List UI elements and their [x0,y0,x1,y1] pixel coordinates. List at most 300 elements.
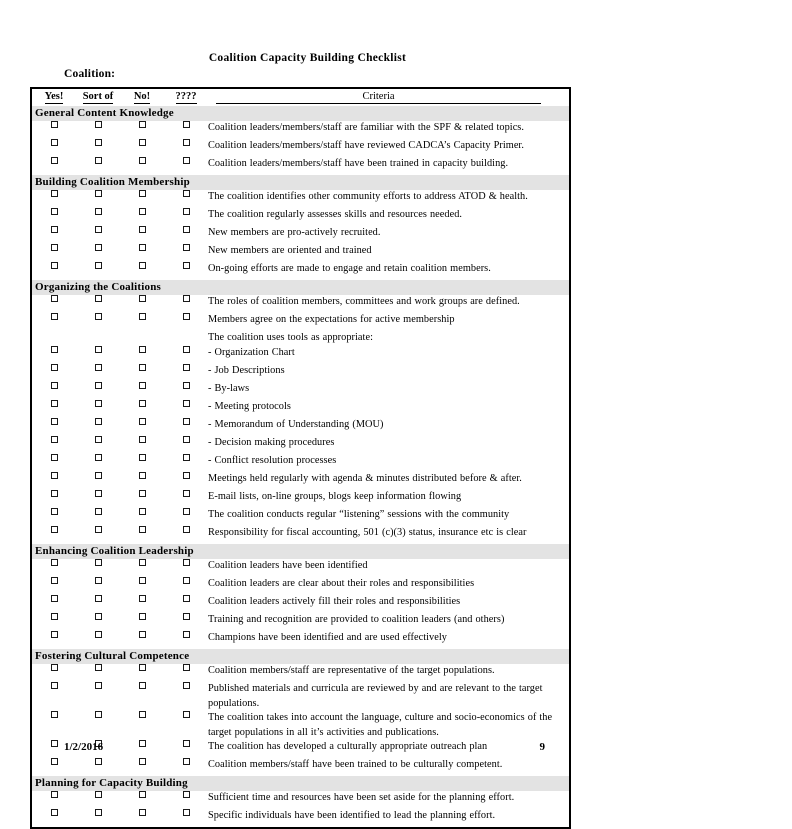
footer-page-number: 9 [539,741,545,753]
criteria-text: The coalition uses tools as appropriate: [208,332,373,343]
criteria-text: - Meeting protocols [208,401,291,412]
checkbox-cell-no[interactable] [120,809,164,827]
checkbox-cell-qq[interactable] [164,682,208,711]
checkbox-cell-sort[interactable] [76,758,120,776]
checkbox-yes[interactable] [51,244,58,251]
checkbox-sort[interactable] [95,559,102,566]
checkbox-yes[interactable] [51,139,58,146]
checkbox-cell-yes[interactable] [32,346,76,364]
checkbox-qq[interactable] [183,190,190,197]
checkbox-cell-no[interactable] [120,244,164,262]
checkbox-sort[interactable] [95,121,102,128]
checkbox-cell-sort[interactable] [76,472,120,490]
checkbox-cell-no[interactable] [120,190,164,208]
checkbox-cell-qq[interactable] [164,711,208,740]
column-header-qq: ???? [175,91,197,102]
checkbox-cell-no [120,331,164,346]
criteria-text: Coalition members/staff are representative of the target populations. [208,665,495,676]
checkbox-qq[interactable] [183,791,190,798]
checkbox-sort[interactable] [95,382,102,389]
checkbox-cell-qq[interactable] [164,758,208,776]
criteria-text: Meetings held regularly with agenda & minutes distributed before & after. [208,473,522,484]
checkbox-no[interactable] [139,791,146,798]
checklist-row [32,313,569,331]
checkbox-qq[interactable] [183,313,190,320]
checkbox-sort[interactable] [95,436,102,443]
checkbox-qq[interactable] [183,157,190,164]
checkbox-cell-qq[interactable] [164,364,208,382]
checkbox-cell-sort[interactable] [76,508,120,526]
checkbox-no[interactable] [139,490,146,497]
checkbox-yes[interactable] [51,809,58,816]
checkbox-cell-no[interactable] [120,454,164,472]
checkbox-qq[interactable] [183,508,190,515]
checkbox-cell-sort[interactable] [76,631,120,649]
criteria-text: Training and recognition are provided to coalition leaders (and others) [208,614,505,625]
checkbox-no[interactable] [139,418,146,425]
checkbox-qq[interactable] [183,454,190,461]
criteria-text: - Job Descriptions [208,365,285,376]
checkbox-cell-sort[interactable] [76,809,120,827]
checkbox-cell-yes[interactable] [32,508,76,526]
checkbox-yes[interactable] [51,508,58,515]
checkbox-cell-yes[interactable] [32,157,76,175]
checkbox-qq[interactable] [183,758,190,765]
checkbox-cell-qq[interactable] [164,400,208,418]
checkbox-yes[interactable] [51,208,58,215]
checkbox-cell-yes[interactable] [32,613,76,631]
checkbox-yes[interactable] [51,791,58,798]
checkbox-cell-qq[interactable] [164,595,208,613]
checkbox-cell-no[interactable] [120,595,164,613]
checkbox-no[interactable] [139,313,146,320]
checkbox-cell-yes[interactable] [32,226,76,244]
checkbox-cell-no[interactable] [120,682,164,711]
checkbox-yes[interactable] [51,295,58,302]
checkbox-no[interactable] [139,577,146,584]
checkbox-no[interactable] [139,454,146,461]
criteria-text: Responsibility for fiscal accounting, 501 (c)(3) status, insurance etc is clear [208,527,527,538]
checkbox-no[interactable] [139,682,146,689]
checkbox-sort[interactable] [95,508,102,515]
checkbox-no[interactable] [139,382,146,389]
checkbox-cell-qq[interactable] [164,577,208,595]
checkbox-cell-yes[interactable] [32,526,76,544]
checkbox-sort[interactable] [95,595,102,602]
checkbox-yes[interactable] [51,595,58,602]
checkbox-cell-sort[interactable] [76,262,120,280]
checkbox-cell-sort[interactable] [76,313,120,331]
checkbox-sort[interactable] [95,664,102,671]
checkbox-cell-no[interactable] [120,472,164,490]
checkbox-cell-no[interactable] [120,664,164,682]
checkbox-yes[interactable] [51,313,58,320]
checklist-row [32,139,569,157]
checkbox-sort[interactable] [95,226,102,233]
checkbox-sort[interactable] [95,526,102,533]
checkbox-sort[interactable] [95,418,102,425]
checkbox-yes[interactable] [51,454,58,461]
checkbox-cell-yes[interactable] [32,244,76,262]
checkbox-qq[interactable] [183,226,190,233]
checkbox-qq[interactable] [183,711,190,718]
checkbox-cell-no[interactable] [120,157,164,175]
checkbox-qq[interactable] [183,490,190,497]
checkbox-yes[interactable] [51,664,58,671]
checkbox-cell-sort[interactable] [76,157,120,175]
checklist-row [32,664,569,682]
checkbox-no[interactable] [139,262,146,269]
checkbox-qq[interactable] [183,613,190,620]
checkbox-sort[interactable] [95,472,102,479]
checkbox-no[interactable] [139,190,146,197]
checkbox-cell-qq[interactable] [164,226,208,244]
checkbox-no[interactable] [139,295,146,302]
checkbox-cell-sort[interactable] [76,418,120,436]
checkbox-sort[interactable] [95,454,102,461]
checklist-row [32,400,569,418]
section-header-row [32,106,569,121]
checkbox-no[interactable] [139,613,146,620]
checkbox-cell-sort[interactable] [76,490,120,508]
checkbox-yes[interactable] [51,346,58,353]
checkbox-cell-qq[interactable] [164,295,208,313]
checkbox-cell-yes[interactable] [32,809,76,827]
checkbox-yes[interactable] [51,526,58,533]
checkbox-qq[interactable] [183,472,190,479]
checkbox-qq[interactable] [183,208,190,215]
checklist-row [32,454,569,472]
checkbox-cell-no[interactable] [120,791,164,809]
checkbox-cell-qq[interactable] [164,157,208,175]
checkbox-cell-no[interactable] [120,559,164,577]
checkbox-cell-sort[interactable] [76,595,120,613]
checkbox-yes[interactable] [51,758,58,765]
checkbox-sort[interactable] [95,313,102,320]
checkbox-sort[interactable] [95,758,102,765]
checkbox-cell-qq[interactable] [164,631,208,649]
section-heading: Fostering Cultural Competence [32,649,569,664]
checkbox-qq[interactable] [183,631,190,638]
checkbox-cell-yes[interactable] [32,472,76,490]
checkbox-no[interactable] [139,244,146,251]
checkbox-yes[interactable] [51,472,58,479]
checkbox-qq[interactable] [183,682,190,689]
checkbox-cell-no[interactable] [120,139,164,157]
checklist-row [32,631,569,649]
checkbox-cell-qq[interactable] [164,346,208,364]
checkbox-cell-sort[interactable] [76,682,120,711]
checkbox-sort[interactable] [95,295,102,302]
checkbox-yes[interactable] [51,190,58,197]
checkbox-cell-yes[interactable] [32,418,76,436]
checkbox-no[interactable] [139,139,146,146]
checkbox-cell-qq[interactable] [164,809,208,827]
criteria-text: - Organization Chart [208,347,295,358]
checkbox-no[interactable] [139,559,146,566]
criteria-text: The coalition has developed a culturally appropriate outreach plan [208,741,488,753]
checkbox-no[interactable] [139,664,146,671]
checkbox-sort[interactable] [95,490,102,497]
checkbox-no[interactable] [139,208,146,215]
checkbox-cell-sort[interactable] [76,664,120,682]
checkbox-cell-sort[interactable] [76,526,120,544]
checkbox-cell-yes[interactable] [32,577,76,595]
criteria-text: Champions have been identified and are used effectively [208,632,447,643]
checkbox-cell-yes[interactable] [32,364,76,382]
checkbox-cell-yes[interactable] [32,454,76,472]
checkbox-no[interactable] [139,711,146,718]
checkbox-cell-sort[interactable] [76,559,120,577]
checkbox-yes[interactable] [51,577,58,584]
checkbox-no[interactable] [139,400,146,407]
checklist-row [32,331,569,346]
checkbox-cell-qq[interactable] [164,313,208,331]
checkbox-no[interactable] [139,472,146,479]
checkbox-yes[interactable] [51,559,58,566]
checkbox-cell-yes[interactable] [32,758,76,776]
checkbox-cell-qq[interactable] [164,262,208,280]
checkbox-sort[interactable] [95,262,102,269]
checkbox-cell-sort[interactable] [76,382,120,400]
section-header-row [32,175,569,190]
checkbox-cell-yes[interactable] [32,631,76,649]
checkbox-sort[interactable] [95,711,102,718]
checkbox-cell-qq[interactable] [164,526,208,544]
checklist-row [32,791,569,809]
checkbox-cell-sort[interactable] [76,190,120,208]
checkbox-cell-qq[interactable] [164,791,208,809]
checkbox-no[interactable] [139,121,146,128]
checkbox-cell-no[interactable] [120,400,164,418]
checkbox-no[interactable] [139,758,146,765]
checkbox-cell-yes[interactable] [32,382,76,400]
checkbox-qq[interactable] [183,400,190,407]
checkbox-cell-sort[interactable] [76,121,120,139]
checkbox-cell-no[interactable] [120,508,164,526]
checkbox-cell-qq[interactable] [164,139,208,157]
criteria-text: - Conflict resolution processes [208,455,337,466]
checkbox-cell-yes[interactable] [32,190,76,208]
checkbox-cell-qq[interactable] [164,121,208,139]
checkbox-qq[interactable] [183,526,190,533]
checkbox-sort[interactable] [95,400,102,407]
checklist-row [32,346,569,364]
checkbox-cell-sort[interactable] [76,400,120,418]
checkbox-cell-no[interactable] [120,631,164,649]
checkbox-qq[interactable] [183,295,190,302]
checkbox-cell-sort[interactable] [76,139,120,157]
checkbox-cell-yes[interactable] [32,682,76,711]
checkbox-no[interactable] [139,364,146,371]
checkbox-cell-qq[interactable] [164,454,208,472]
checkbox-yes[interactable] [51,490,58,497]
checkbox-cell-sort[interactable] [76,711,120,740]
checkbox-qq[interactable] [183,364,190,371]
checkbox-cell-yes[interactable] [32,559,76,577]
checkbox-cell-no[interactable] [120,262,164,280]
checkbox-cell-qq[interactable] [164,559,208,577]
checkbox-sort[interactable] [95,682,102,689]
checkbox-sort[interactable] [95,139,102,146]
checkbox-cell-no[interactable] [120,436,164,454]
checkbox-sort[interactable] [95,577,102,584]
checkbox-qq[interactable] [183,559,190,566]
criteria-text: E-mail lists, on-line groups, blogs keep information flowing [208,491,462,502]
checkbox-qq[interactable] [183,244,190,251]
checkbox-sort[interactable] [95,157,102,164]
checkbox-sort[interactable] [95,364,102,371]
checkbox-cell-qq[interactable] [164,418,208,436]
checkbox-yes[interactable] [51,382,58,389]
checkbox-cell-no[interactable] [120,295,164,313]
checkbox-cell-yes [32,331,76,346]
checkbox-cell-no[interactable] [120,490,164,508]
checkbox-cell-sort[interactable] [76,613,120,631]
checkbox-qq[interactable] [183,262,190,269]
checkbox-cell-yes[interactable] [32,490,76,508]
checkbox-cell-qq[interactable] [164,382,208,400]
checkbox-cell-sort[interactable] [76,295,120,313]
checkbox-cell-no[interactable] [120,313,164,331]
checkbox-qq[interactable] [183,664,190,671]
checkbox-cell-no[interactable] [120,418,164,436]
checkbox-yes[interactable] [51,400,58,407]
checkbox-cell-sort[interactable] [76,454,120,472]
checkbox-yes[interactable] [51,157,58,164]
checkbox-yes[interactable] [51,682,58,689]
checkbox-cell-sort[interactable] [76,208,120,226]
checkbox-cell-no[interactable] [120,226,164,244]
checkbox-qq[interactable] [183,436,190,443]
checkbox-cell-no[interactable] [120,758,164,776]
checkbox-cell-no[interactable] [120,382,164,400]
checkbox-sort[interactable] [95,190,102,197]
checkbox-qq[interactable] [183,346,190,353]
checkbox-sort[interactable] [95,208,102,215]
checkbox-cell-yes[interactable] [32,121,76,139]
section-header-row [32,280,569,295]
checkbox-yes[interactable] [51,226,58,233]
checkbox-cell-yes[interactable] [32,139,76,157]
checkbox-no[interactable] [139,436,146,443]
checkbox-no[interactable] [139,631,146,638]
checkbox-cell-no[interactable] [120,121,164,139]
checkbox-cell-no[interactable] [120,346,164,364]
checkbox-sort[interactable] [95,613,102,620]
checkbox-yes[interactable] [51,121,58,128]
checkbox-yes[interactable] [51,436,58,443]
checkbox-cell-yes[interactable] [32,791,76,809]
checkbox-cell-qq[interactable] [164,613,208,631]
checkbox-no[interactable] [139,508,146,515]
checkbox-sort[interactable] [95,244,102,251]
checkbox-cell-yes[interactable] [32,664,76,682]
checkbox-no[interactable] [139,346,146,353]
checkbox-cell-sort[interactable] [76,577,120,595]
checkbox-cell-yes[interactable] [32,595,76,613]
checkbox-no[interactable] [139,809,146,816]
checkbox-cell-yes[interactable] [32,313,76,331]
checkbox-cell-qq[interactable] [164,490,208,508]
checkbox-cell-no[interactable] [120,208,164,226]
checkbox-cell-no[interactable] [120,711,164,740]
checkbox-qq[interactable] [183,382,190,389]
criteria-text: Members agree on the expectations for active membership [208,314,455,325]
checkbox-cell-qq[interactable] [164,244,208,262]
checkbox-yes[interactable] [51,711,58,718]
criteria-text: The coalition takes into account the language, culture and socio-economics of the target populations in all it’s activities and publications. [208,712,553,738]
checkbox-cell-yes[interactable] [32,295,76,313]
checkbox-no[interactable] [139,526,146,533]
footer-date: 1/2/2016 [64,741,104,753]
checkbox-cell-sort[interactable] [76,244,120,262]
section-header-row [32,776,569,791]
checkbox-cell-qq[interactable] [164,472,208,490]
checkbox-sort[interactable] [95,791,102,798]
checkbox-cell-sort[interactable] [76,364,120,382]
checkbox-sort[interactable] [95,631,102,638]
checkbox-yes[interactable] [51,613,58,620]
criteria-text: - Decision making procedures [208,437,335,448]
checkbox-cell-qq[interactable] [164,508,208,526]
checkbox-cell-yes[interactable] [32,208,76,226]
checkbox-cell-qq[interactable] [164,436,208,454]
checkbox-sort[interactable] [95,809,102,816]
checkbox-cell-sort[interactable] [76,346,120,364]
checklist-row [32,472,569,490]
checkbox-no[interactable] [139,226,146,233]
checkbox-cell-no[interactable] [120,613,164,631]
checkbox-yes[interactable] [51,418,58,425]
checkbox-sort[interactable] [95,346,102,353]
checklist-row [32,436,569,454]
checkbox-qq[interactable] [183,809,190,816]
checkbox-cell-sort[interactable] [76,226,120,244]
checklist-row [32,208,569,226]
checkbox-cell-no[interactable] [120,526,164,544]
checkbox-cell-qq[interactable] [164,208,208,226]
checkbox-qq[interactable] [183,577,190,584]
checklist-table [32,89,569,827]
checkbox-yes[interactable] [51,262,58,269]
checkbox-qq[interactable] [183,139,190,146]
checkbox-cell-yes[interactable] [32,262,76,280]
checkbox-cell-no[interactable] [120,364,164,382]
checkbox-qq[interactable] [183,595,190,602]
checkbox-cell-no[interactable] [120,577,164,595]
checkbox-qq[interactable] [183,418,190,425]
checkbox-no[interactable] [139,157,146,164]
checkbox-qq[interactable] [183,121,190,128]
checkbox-cell-yes[interactable] [32,711,76,740]
checkbox-cell-yes[interactable] [32,400,76,418]
checkbox-cell-qq[interactable] [164,664,208,682]
checklist-row [32,758,569,776]
checkbox-cell-sort[interactable] [76,436,120,454]
checkbox-yes[interactable] [51,631,58,638]
checkbox-no[interactable] [139,595,146,602]
checkbox-cell-sort[interactable] [76,791,120,809]
checkbox-cell-yes[interactable] [32,436,76,454]
checklist-row [32,526,569,544]
criteria-text: Coalition members/staff have been trained to be culturally competent. [208,759,503,771]
criteria-text: On-going efforts are made to engage and retain coalition members. [208,263,491,274]
checkbox-cell-qq[interactable] [164,190,208,208]
column-header-no: No! [133,91,151,102]
checkbox-yes[interactable] [51,364,58,371]
section-heading: Planning for Capacity Building [32,776,569,791]
